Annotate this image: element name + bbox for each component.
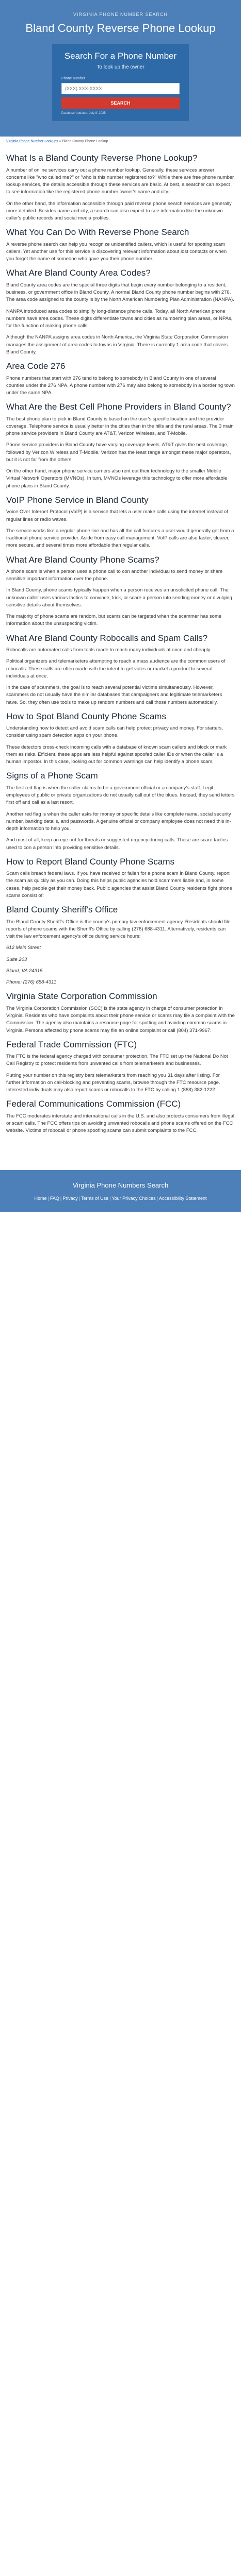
hero-banner (0, 0, 241, 137)
article-content (0, 147, 241, 1149)
footer-nav (6, 1195, 235, 1202)
section-paragraph: The service works like a regular phone line and has all the call features a user would generally get from a traditional phone service provider. Aside from easy call management, VoIP calls are also faster, clearer, more secure, and several times more affordable than regular calls. (6, 528, 234, 549)
section-paragraph: Voice Over Internet Protocol (VoIP) is a service that lets a user make calls using the internet instead of regular lines or radio waves. (6, 509, 228, 522)
footer-separator: | (109, 1196, 111, 1201)
phone-field-label: Phone number (61, 77, 85, 81)
section-heading-what-are-bland-county-phone-scams: What Are Bland County Phone Scams? (6, 554, 159, 565)
section-paragraph: On the other hand, the information accessible through paid reverse phone search services are generally more detailed. Besides name and city, a search can also expect to see information like the unknown caller's public records and social media profiles. (6, 200, 232, 222)
footer-link-faq[interactable]: FAQ (50, 1196, 59, 1201)
footer-link-accessibility-statement[interactable]: Accessibility Statement (158, 1196, 207, 1201)
section-paragraph: A reverse phone search can help you recognize unidentified callers, which is useful for spotting scam callers. Yet another use for this service is discovering relevant information about lost contacts or when you forget the name of someone who gave you their phone number. (6, 241, 227, 262)
section-paragraph: Bland County area codes are the special three digits that begin every number belonging to a resident, business, or government office in Bland County. A normal Bland County phone number begins with 276. The area code assigned to the county is by the North American Numbering Plan Administration (NANPA). (6, 282, 234, 303)
section-heading-bland-county-sheriff-s-office: Bland County Sheriff's Office (6, 905, 118, 915)
address-street: 612 Main Street (6, 945, 41, 951)
section-heading-how-to-spot-bland-county-phone-scams: How to Spot Bland County Phone Scams (6, 711, 166, 721)
section-heading-signs-of-a-phone-scam: Signs of a Phone Scam (6, 771, 98, 781)
footer-link-privacy[interactable]: Privacy (62, 1196, 78, 1201)
section-heading-what-are-bland-county-area-codes: What Are Bland County Area Codes? (6, 268, 151, 278)
hero-kicker: VIRGINIA PHONE NUMBER SEARCH (73, 12, 168, 17)
section-paragraph: Understanding how to detect and avoid scam calls can help protect privacy and money. For starters, consider using spam detection apps on your phone. (6, 725, 223, 739)
section-paragraph: And most of all, keep an eye out for threats or suggested urgency during calls. These are scare tactics used to con a person into providing sensitive details. (6, 837, 228, 851)
section-heading-federal-communications-commission-fcc: Federal Communications Commission (FCC) (6, 1099, 181, 1109)
footer-separator: | (60, 1196, 62, 1201)
section-heading-what-are-the-best-cell-phone-providers-in-bland-county: What Are the Best Cell Phone Providers in Bland County? (6, 402, 231, 412)
section-paragraph: Political organizers and telemarketers attempting to reach a mass audience are the common users of robocalls. These calls are often made with the intent to get votes or market a product to several individuals at once. (6, 658, 226, 679)
phone-number-input[interactable] (61, 83, 180, 94)
breadcrumb-current: Bland County Phone Lookup (62, 139, 108, 143)
section-paragraph: The FCC moderates interstate and international calls in the U.S. and also protects consumers from illegal or scam calls. The FCC offers tips on avoiding unwanted robocalls and phone scams offered on the FCC website. Victims of robocall or phone spoofing scams can submit complaints to the FCC. (6, 1113, 234, 1134)
database-updated-note: Database Updated: July 8, 2025 (61, 111, 106, 115)
section-paragraph: On the other hand, major phone service carriers also rent out their technology to the smaller Mobile Virtual Network Operators (MVNOs). In turn, MVNOs leverage this technology to offer more affordable phone plans in Bland County. (6, 468, 228, 489)
section-paragraph: NANPA introduced area codes to simplify long-distance phone calls. Today, all North American phone numbers have area codes. These digits differentiate towns and cities as numbering plan areas, or NPAs, for the function of making phone calls. (6, 308, 233, 329)
section-paragraph: Phone numbers that start with 276 tend to belong to somebody in Bland County in one of several counties under the 276 NPA. A phone number with 276 may also belong to somebody in a bordering town under the same NPA. (6, 375, 235, 396)
agency-sections (6, 991, 235, 1134)
section-heading-what-is-a-bland-county-reverse-phone-lookup: What Is a Bland County Reverse Phone Lookup? (6, 153, 198, 163)
section-paragraph: Putting your number on this registry bars telemarketers from reaching you 31 days after listing. For further information on call-blocking and preventing scams, browse through the FTC resource page. Interested individuals may also report scams or robocalls to the FTC by calling 1 (888) 382-1222. (6, 1072, 220, 1093)
section-paragraph: In the case of scammers, the goal is to reach several potential victims simultaneously. However, scammers do not usually have the similar databases that campaigners and legitimate telemarketers have. So, they often use tools to make up random numbers and call those numbers automatically. (6, 685, 222, 705)
footer-separator: | (47, 1196, 49, 1201)
section-heading-how-to-report-bland-county-phone-scams: How to Report Bland County Phone Scams (6, 856, 175, 867)
section-paragraph: Robocalls are automated calls from tools made to reach many individuals at once and cheaply. (6, 647, 212, 653)
section-heading-virginia-state-corporation-commission: Virginia State Corporation Commission (6, 991, 157, 1002)
search-subtitle: To look up the owner (97, 64, 144, 71)
sheriff-address (6, 944, 235, 986)
section-paragraph: The best phone plan to pick in Bland County is based on the user's specific location and the provider coverage. Telephone service is usually better in the cities than in the hills and the rural areas. The 3 main phone service providers in Bland County are AT&T, Verizon Wireless, and T-Mobile. (6, 416, 234, 437)
section-paragraph: A phone scam is when a person uses a phone call to con another individual to send money or share sensitive important information over the phone. (6, 568, 223, 582)
section-heading-voip-phone-service-in-bland-county: VoIP Phone Service in Bland County (6, 495, 149, 505)
section-paragraph: Phone service providers in Bland County have varying coverage levels. AT&T gives the best coverage, followed by Verizon Wireless and T-Mobile. Verizon has the least range amongst these major operators, but it is not far from the others. (6, 442, 231, 463)
breadcrumb-link-virginia[interactable]: Virginia Phone Number Lookups (6, 139, 58, 143)
section-heading-federal-trade-commission-ftc: Federal Trade Commission (FTC) (6, 1039, 137, 1049)
section-paragraph: The Virginia Corporation Commission (SCC) is the state agency in charge of consumer protection in Virginia. Residents who have complaints about their phone service or scams may file a complaint with the Commission. The agency also maintains a resource page for spotting and avoiding common scams in Virginia. Persons affected by phone scams may file an online complaint or call (804) 371-9967. (6, 1005, 235, 1033)
address-suite: Suite 203 (6, 956, 27, 962)
section-heading-what-you-can-do-with-reverse-phone-search: What You Can Do With Reverse Phone Search (6, 227, 189, 238)
section-paragraph: The FTC is the federal agency charged with consumer protection. The FTC set up the National Do Not Call Registry to protect residents from unwanted calls from telemarketers and businesses. (6, 1054, 228, 1067)
site-footer (0, 1170, 241, 1212)
address-phone: Phone: (276) 688-4311 (6, 979, 57, 986)
section-paragraph: The first red flag is when the caller claims to be a government official or a company's staff. Legit employees of public or private organizations do not usually call out of the blues. Instead, they send letters first off and call as a last resort. (6, 785, 235, 806)
section-paragraph: The majority of phone scams are random, but scams can be targeted when the scammer has some information about the unsuspecting victim. (6, 614, 222, 627)
footer-separator: | (78, 1196, 81, 1201)
section-paragraph: A number of online services carry out a phone number lookup. Generally, these services answer concerns like "who called me?" or "who is this number registered to?" While there are free phone number lookup services, the details accessible through these services are basic. At best, a searcher can expect to see information like the registered phone number owner's name and city. (6, 167, 234, 195)
search-card (52, 44, 189, 121)
search-button[interactable]: SEARCH (61, 97, 180, 109)
section-paragraph: The Bland County Sheriff's Office is the county's primary law enforcement agency. Residents should file reports of phone scams with the Sheriff's Office by calling (276) 688-4311. Alternatively, residents can visit the law enforcement agency's office during service hours: (6, 919, 231, 940)
page-title: Bland County Reverse Phone Lookup (25, 21, 216, 35)
breadcrumb-separator: » (59, 139, 62, 143)
search-title: Search For a Phone Number (64, 50, 177, 61)
footer-link-your-privacy-choices[interactable]: Your Privacy Choices (111, 1196, 156, 1201)
footer-link-terms-of-use[interactable]: Terms of Use (81, 1196, 109, 1201)
section-paragraph: Although the NANPA assigns area codes in North America, the Virginia State Corporation Commission manages the assignment of area codes to towns in Virginia. There is currently 1 area code that covers Bland County. (6, 334, 228, 355)
footer-link-home[interactable]: Home (34, 1196, 47, 1201)
section-paragraph: These detectors cross-check incoming calls with a database of known scam callers and block or mark them as risks. Efficient, these apps are less helpful against spoofed caller IDs or when the caller is a human impostor. In this case, looking out for common warnings can help identify a phone scam. (6, 744, 227, 765)
article-sections (6, 153, 235, 940)
section-paragraph: In Bland County, phone scams typically happen when a person receives an unsolicited phone call. The unknown caller uses various tactics to convince, trick, or scare a person into sending money or divulging sensitive details about themselves. (6, 587, 232, 608)
footer-separator: | (156, 1196, 158, 1201)
footer-brand: Virginia Phone Numbers Search (72, 1181, 169, 1189)
section-paragraph: Another red flag is when the caller asks for money or specific details like complete name, social security number, banking details, and passwords. A genuine official or company employee does not need this in-depth information to help you. (6, 811, 231, 832)
breadcrumb (0, 137, 241, 147)
section-heading-area-code-276: Area Code 276 (6, 361, 66, 371)
section-paragraph: Scam calls breach federal laws. If you have received or fallen for a phone scam in Bland County, report the scam as quickly as you can. Doing this helps public agencies hold scammers liable and, in some cases, help people get their money back. Public agencies that assist Bland County residents fight phone scams consist of: (6, 871, 232, 899)
address-city: Bland, VA 24315 (6, 968, 43, 974)
section-heading-what-are-bland-county-robocalls-and-spam-calls: What Are Bland County Robocalls and Spam Calls? (6, 633, 208, 643)
